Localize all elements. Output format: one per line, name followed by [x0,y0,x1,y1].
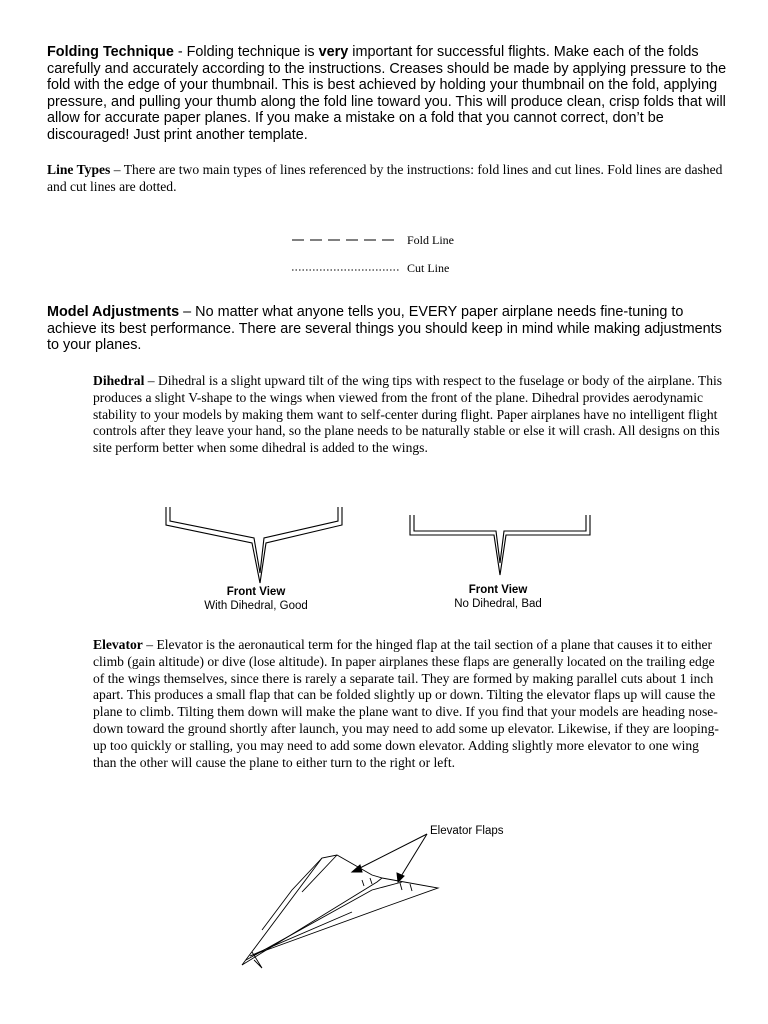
dihedral-good-diagram [162,503,352,583]
dihedral-heading: Dihedral [93,373,145,388]
dihedral-good-caption [176,585,336,613]
folding-technique-paragraph [47,44,729,143]
line-types-heading: Line Types [47,162,111,177]
folding-technique-heading: Folding Technique [47,44,174,60]
folding-technique-emphasis: very [318,44,349,60]
dihedral-paragraph [93,373,725,457]
elevator-paragraph [93,637,723,771]
dihedral-bad-subtitle: No Dihedral, Bad [454,598,542,610]
fold-line-sample [292,238,402,242]
elevator-flaps-label: Elevator Flaps [430,825,504,837]
model-adjustments-body: – No matter what anyone tells you, EVERY paper airplane needs fine-tuning to achieve its best performance. There are several things you should keep in mind while making adjustments to your planes. [47,304,722,353]
model-adjustments-paragraph [47,304,737,354]
line-types-body: – There are two main types of lines referenced by the instructions: fold lines and cut lines. Fold lines are dashed and cut lines are dotted. [47,162,723,194]
elevator-body: – Elevator is the aeronautical term for the hinged flap at the tail section of a plane that causes it to either climb (gain altitude) or dive (lose altitude). In paper airplanes these flaps are generally located on the trailing edge of the wings themselves, since there is rarely a separate tail. They are formed by making parallel cuts about 1 inch apart. This produces a small flap that can be folded slightly up or down. Tilting the elevator flaps up will cause the plane to climb. Tilting them down will make the plane want to dive. If you find that your models are heading nose-down toward the ground shortly after launch, you may need to add some up elevator. Likewise, if they are looping-up too quickly or stalling, you may need to add some down elevator. Adding slightly more elevator to one wing than the other will cause the plane to either turn to the right or left. [93,637,719,770]
cut-line-sample [292,268,402,272]
paper-airplane-diagram [232,820,492,980]
dihedral-good-title: Front View [226,586,286,598]
dihedral-bad-caption [418,583,578,611]
fold-line-label: Fold Line [407,233,454,247]
dihedral-bad-title: Front View [468,584,528,596]
folding-technique-intro: - Folding technique is [173,44,319,60]
dihedral-body: – Dihedral is a slight upward tilt of the wing tips with respect to the fuselage or body of the airplane. This produces a slight V-shape to the wings when viewed from the front of the plane. Dihedral provides aerodynamic stability to your models by making them want to self-center during flight. Paper airplanes have no intelligent flight controls after they leave your hand, so the plane needs to be naturally stable or else it will crash. All designs on this site perform better when some dihedral is added to the wings. [93,373,723,456]
line-types-paragraph [47,162,727,196]
folding-technique-body: important for successful flights. Make each of the folds carefully and accurately according to the instructions. Creases should be made by applying pressure to the fold with the edge of your thumbnail. This is best achieved by holding your thumbnail on the fold, applying pressure, and pulling your thumb along the fold line toward you. This will produce clean, crisp folds that will allow for accurate paper planes. If you make a mistake on a fold that you cannot correct, don’t be discouraged! Just print another template. [47,44,727,143]
dihedral-good-subtitle: With Dihedral, Good [204,600,308,612]
cut-line-label: Cut Line [407,261,450,275]
dihedral-bad-diagram [408,513,598,583]
elevator-heading: Elevator [93,637,143,652]
model-adjustments-heading: Model Adjustments [47,304,180,320]
